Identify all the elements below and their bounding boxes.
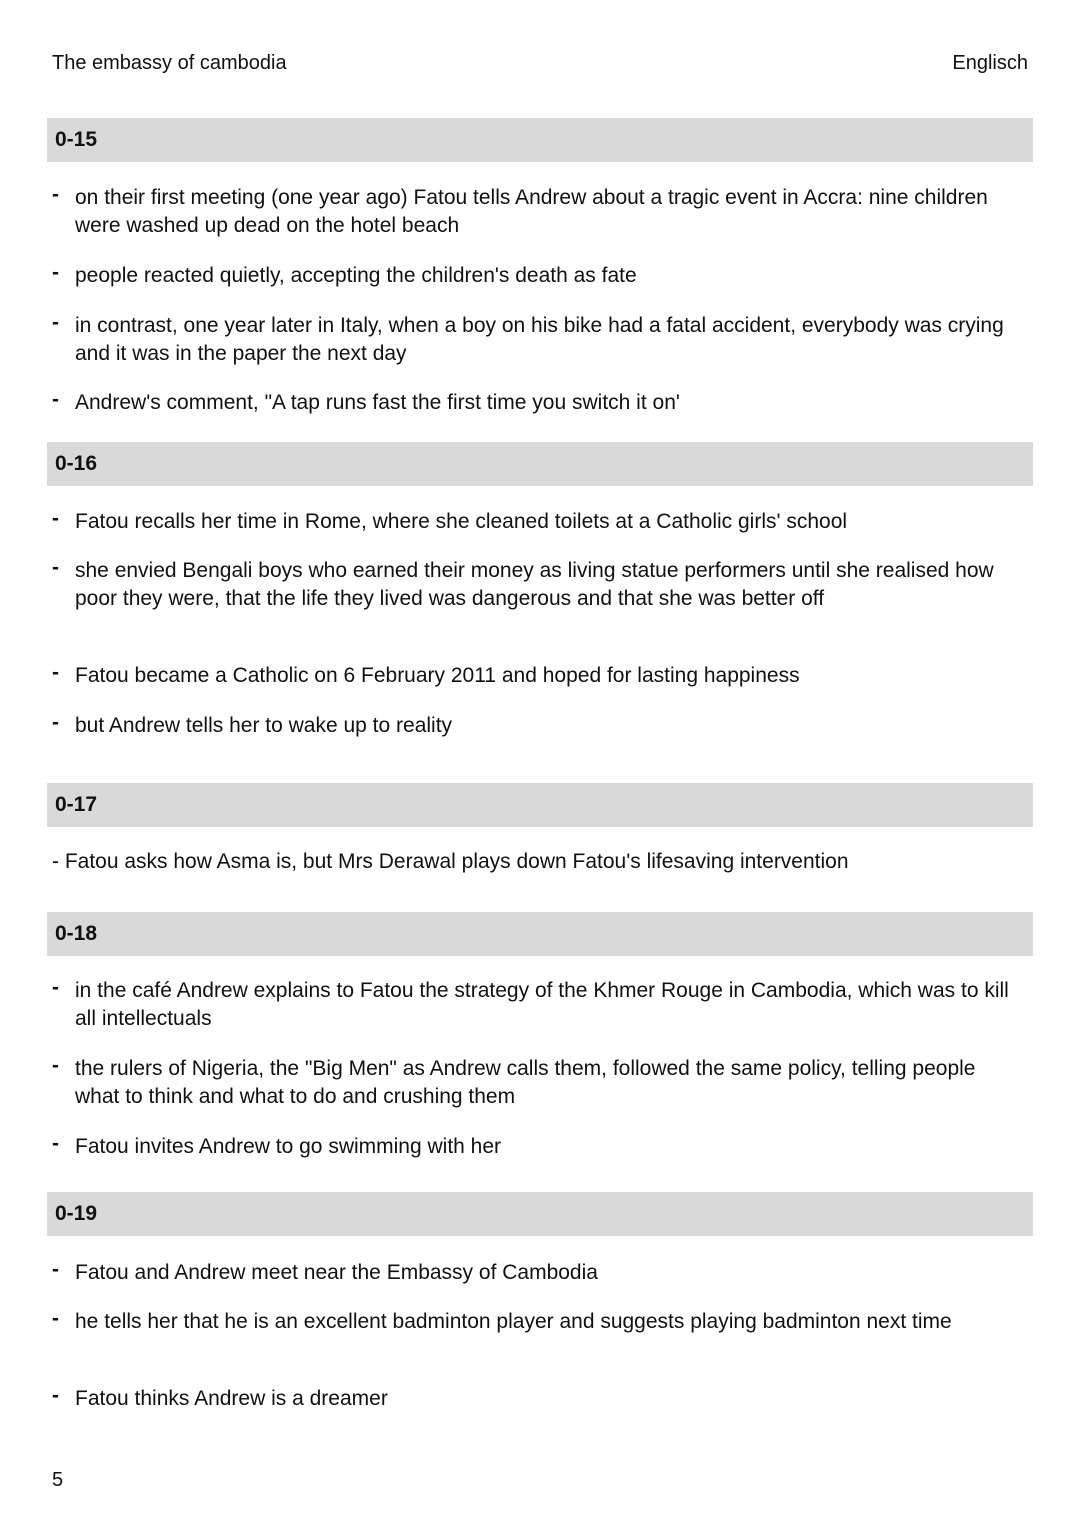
section-header-0-18 bbox=[47, 912, 1033, 956]
list-item-text: she envied Bengali boys who earned their money as living statue performers until she realised how poor they were, that the life they lived was dangerous and that she was better off bbox=[75, 559, 994, 610]
bullet-dash: - bbox=[52, 1258, 59, 1281]
bullet-dash: - bbox=[52, 661, 59, 684]
list-item bbox=[52, 312, 1024, 368]
bullet-dash: - bbox=[52, 1132, 59, 1155]
list-item-text: Fatou thinks Andrew is a dreamer bbox=[75, 1387, 388, 1410]
bullet-dash: - bbox=[52, 261, 59, 284]
section-header-0-17 bbox=[47, 783, 1033, 827]
list-item bbox=[52, 1385, 1024, 1413]
list-item-text: Fatou and Andrew meet near the Embassy of Cambodia bbox=[75, 1261, 598, 1284]
list-item-text: in the café Andrew explains to Fatou the strategy of the Khmer Rouge in Cambodia, which was to kill all intellectuals bbox=[75, 979, 1009, 1030]
list-item bbox=[52, 508, 1024, 536]
bullet-dash: - bbox=[52, 711, 59, 734]
section-header-0-15 bbox=[47, 118, 1033, 162]
list-item-text: he tells her that he is an excellent badminton player and suggests playing badminton next time bbox=[75, 1310, 952, 1333]
bullet-dash: - bbox=[52, 556, 59, 579]
list-item-text: in contrast, one year later in Italy, when a boy on his bike had a fatal accident, everybody was crying and it was in the paper the next day bbox=[75, 314, 1004, 365]
page-number: 5 bbox=[52, 1469, 64, 1491]
section-header-0-16 bbox=[47, 442, 1033, 486]
list-item bbox=[52, 1055, 1024, 1111]
section-heading: 0-17 bbox=[55, 793, 98, 816]
list-item bbox=[52, 662, 1024, 690]
section-heading: 0-16 bbox=[55, 452, 98, 475]
section-heading: 0-19 bbox=[55, 1202, 98, 1225]
bullet-dash: - bbox=[52, 1384, 59, 1407]
list-item bbox=[52, 712, 1024, 740]
list-item-text: people reacted quietly, accepting the children's death as fate bbox=[75, 264, 637, 287]
list-item-text: Andrew's comment, "A tap runs fast the first time you switch it on' bbox=[75, 391, 680, 414]
list-item bbox=[52, 1308, 1024, 1336]
bullet-dash: - bbox=[52, 1054, 59, 1077]
list-item bbox=[52, 557, 1024, 613]
list-item-text: Fatou became a Catholic on 6 February 2011 and hoped for lasting happiness bbox=[75, 664, 800, 687]
bullet-dash: - bbox=[52, 507, 59, 530]
list-item bbox=[52, 389, 1024, 417]
list-item bbox=[52, 1259, 1024, 1287]
list-item bbox=[52, 977, 1024, 1033]
list-item-text: on their first meeting (one year ago) Fatou tells Andrew about a tragic event in Accra: nine children were washed up dead on the hotel beach bbox=[75, 186, 988, 237]
bullet-dash: - bbox=[52, 1307, 59, 1330]
bullet-dash: - bbox=[52, 976, 59, 999]
list-item bbox=[52, 1133, 1024, 1161]
section-text-line: - Fatou asks how Asma is, but Mrs Derawal plays down Fatou's lifesaving intervention bbox=[52, 850, 849, 873]
section-heading: 0-18 bbox=[55, 922, 98, 945]
page-header bbox=[52, 52, 1028, 78]
list-item-text: but Andrew tells her to wake up to reality bbox=[75, 714, 453, 737]
list-item-text: Fatou recalls her time in Rome, where she cleaned toilets at a Catholic girls' school bbox=[75, 510, 848, 533]
subject-label: Englisch bbox=[952, 52, 1028, 74]
section-heading: 0-15 bbox=[55, 128, 98, 151]
bullet-dash: - bbox=[52, 388, 59, 411]
list-item bbox=[52, 262, 1024, 290]
document-title: The embassy of cambodia bbox=[52, 52, 287, 74]
list-item-text: the rulers of Nigeria, the "Big Men" as Andrew calls them, followed the same policy, telling people what to think and what to do and crushing them bbox=[75, 1057, 976, 1108]
section-header-0-19 bbox=[47, 1192, 1033, 1236]
bullet-dash: - bbox=[52, 311, 59, 334]
list-item bbox=[52, 184, 1024, 240]
bullet-dash: - bbox=[52, 183, 59, 206]
list-item-text: Fatou invites Andrew to go swimming with her bbox=[75, 1135, 502, 1158]
